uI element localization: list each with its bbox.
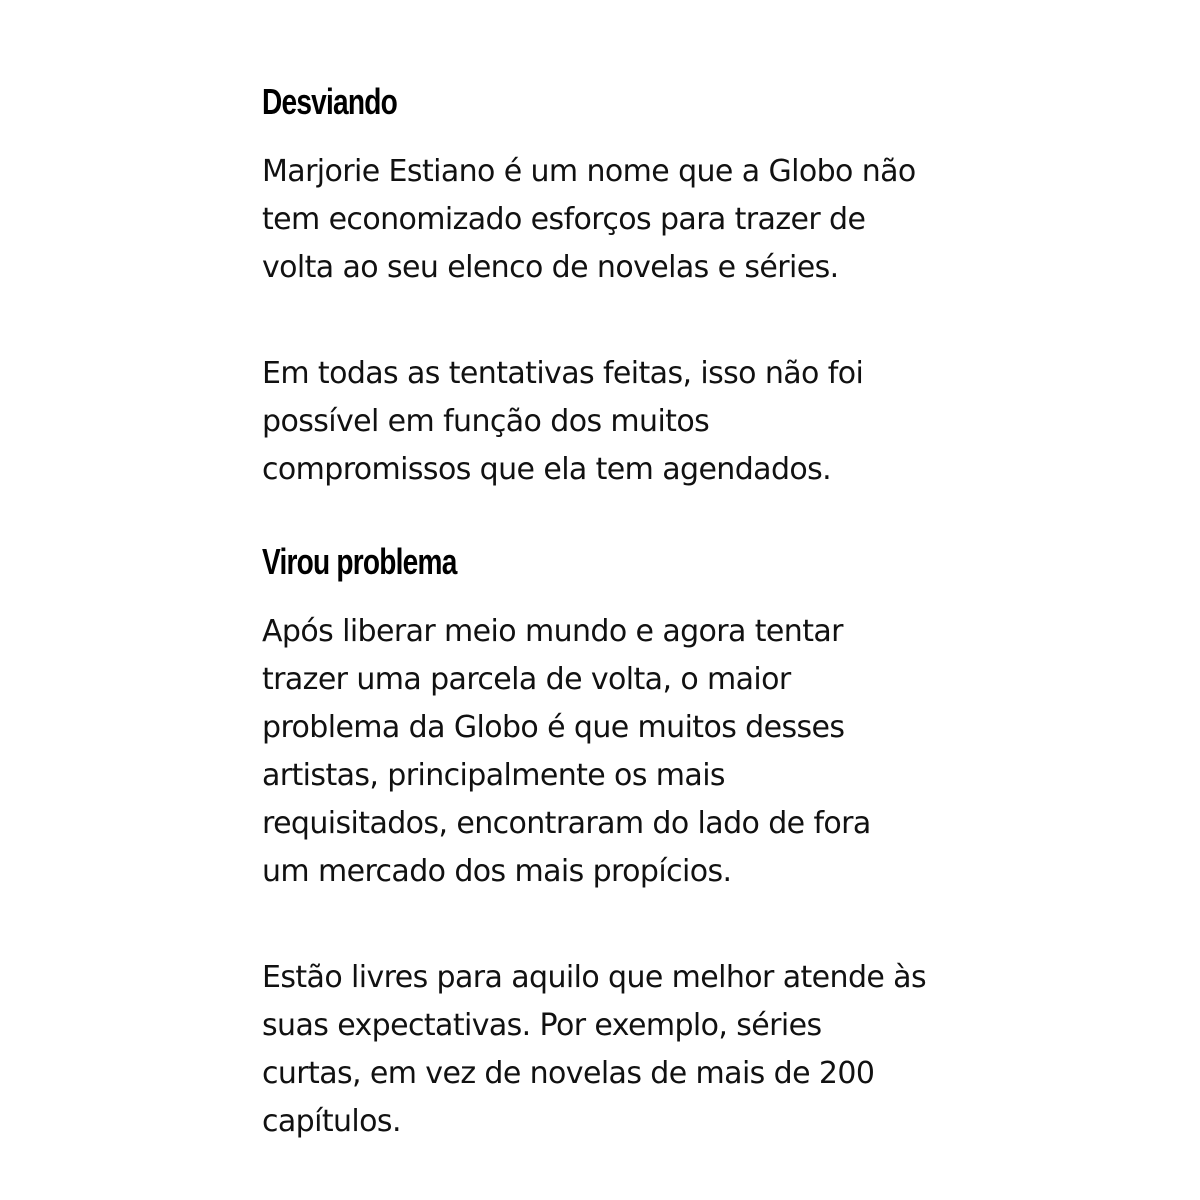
text-line: Após liberar meio mundo e agora tentar <box>262 614 843 649</box>
text-line: possível em função dos muitos <box>262 404 710 439</box>
text-line: volta ao seu elenco de novelas e séries. <box>262 250 839 285</box>
paragraph-marjorie <box>262 148 962 292</box>
paragraph-estao-livres <box>262 954 962 1146</box>
text-line: requisitados, encontraram do lado de fora <box>262 806 871 841</box>
text-line: artistas, principalmente os mais <box>262 758 725 793</box>
text-line: suas expectativas. Por exemplo, séries <box>262 1008 822 1043</box>
text-line: um mercado dos mais propícios. <box>262 854 732 889</box>
text-line: tem economizado esforços para trazer de <box>262 202 866 237</box>
paragraph-apos-liberar <box>262 608 962 896</box>
section-heading-virou-problema: Virou problema <box>262 541 457 582</box>
text-line: Em todas as tentativas feitas, isso não foi <box>262 356 864 391</box>
section-heading-desviando: Desviando <box>262 81 397 122</box>
text-line: problema da Globo é que muitos desses <box>262 710 845 745</box>
text-line: Marjorie Estiano é um nome que a Globo não <box>262 154 916 189</box>
text-line: curtas, em vez de novelas de mais de 200 <box>262 1056 875 1091</box>
paragraph-tentativas <box>262 350 962 494</box>
article-body <box>262 78 962 1146</box>
text-line: capítulos. <box>262 1104 401 1139</box>
text-line: trazer uma parcela de volta, o maior <box>262 662 791 697</box>
text-line: compromissos que ela tem agendados. <box>262 452 832 487</box>
text-line: Estão livres para aquilo que melhor atende às <box>262 960 926 995</box>
